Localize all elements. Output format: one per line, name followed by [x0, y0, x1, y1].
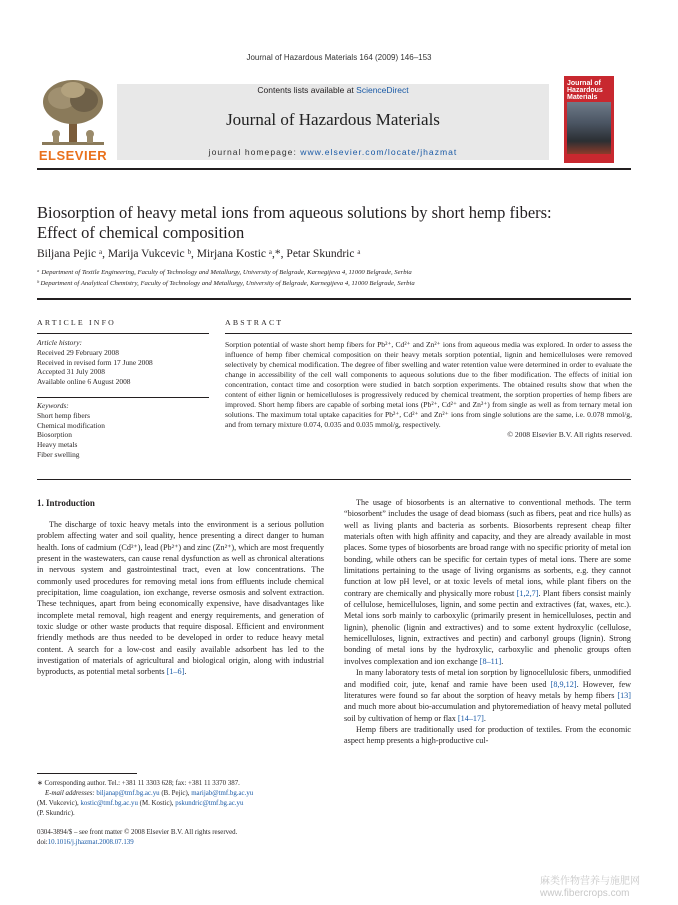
history-received: Received 29 February 2008: [37, 347, 119, 357]
left-column: [37, 519, 324, 678]
keywords-block: [37, 401, 105, 460]
email-link[interactable]: kostic@tmf.bg.ac.yu: [80, 800, 138, 807]
email-owner: (M. Vukcevic),: [37, 800, 81, 807]
email-owner: (M. Kostic),: [137, 800, 176, 807]
homepage-prefix: journal homepage:: [208, 147, 301, 157]
watermark-line-1: 麻类作物营养与施肥网: [540, 876, 640, 887]
history-revised: Received in revised form 17 June 2008: [37, 357, 153, 367]
abstract-rule: [225, 333, 632, 334]
intro-paragraph-4: Hemp fibers are traditionally used for production of textiles. From the economic aspect hemp presents a high-productive cul-: [344, 724, 631, 746]
citation-link[interactable]: [8–11]: [479, 656, 502, 666]
keyword: Chemical modification: [37, 420, 105, 430]
keywords-label: Keywords:: [37, 401, 69, 410]
contents-prefix: Contents lists available at: [257, 85, 357, 95]
abstract-copyright: © 2008 Elsevier B.V. All rights reserved.: [507, 430, 632, 440]
paragraph-text: . However, few literatures were found so far about the sorption of heavy metals by hemp fibers: [344, 679, 631, 700]
paragraph-text: and much more about bio-accumulation and phytoremediation of heavy metal polluted soil by cultivation of hemp or flax: [344, 702, 631, 723]
history-accepted: Accepted 31 July 2008: [37, 367, 105, 377]
intro-paragraph-1: [37, 519, 324, 678]
journal-title: Journal of Hazardous Materials: [226, 110, 440, 129]
paragraph-text: In many laboratory tests of metal ion sorption by lignocellulosic fibers, unmodified and modified coir, jute, kenaf and ramie have been used: [344, 668, 631, 689]
paragraph-end: .: [483, 713, 486, 723]
issn-line: 0304-3894/$ – see front matter © 2008 Elsevier B.V. All rights reserved.: [37, 829, 238, 836]
intro-paragraph-2: [344, 497, 631, 667]
title-line-1: Biosorption of heavy metal ions from aqueous solutions by short hemp fibers:: [37, 203, 552, 222]
journal-cover-thumbnail: [564, 76, 614, 163]
keywords-rule: [37, 397, 209, 398]
citation-link[interactable]: [1,2,7]: [516, 588, 539, 598]
email-link[interactable]: biljanap@tmf.bg.ac.yu: [96, 790, 160, 797]
citation-link[interactable]: [13]: [617, 690, 631, 700]
homepage-link[interactable]: www.elsevier.com/locate/jhazmat: [300, 147, 458, 157]
email-line-1: [45, 789, 253, 798]
history-online: Available online 6 August 2008: [37, 377, 131, 387]
paragraph-end: .: [184, 667, 187, 677]
cover-title: Journal of Hazardous Materials: [567, 80, 603, 101]
keyword: Fiber swelling: [37, 449, 80, 459]
paragraph-text: . Plant fibers consist mainly of cellulose, hemicelluloses, lignin, and some pectin and extractives (fat, waxes, etc.). Metal ions sorb mainly to carboxylic (primarily present in hemicelluloses, pectin and lignin), phenolic (lignin and extractives) and to some extent hydroxylic (cellulose, hemicelluloses, lignin, extractives and pectin) and carbonyl groups (lignin). Strong bonding of metal ions by the hydroxylic, carboxylic and phenolic groups often involves complexation and ion exchange: [344, 588, 631, 666]
doi-prefix: doi:: [37, 839, 48, 847]
section-rule: [37, 298, 631, 300]
history-label: Article history:: [37, 338, 82, 347]
footnote-rule: [37, 773, 137, 774]
keyword: Heavy metals: [37, 440, 78, 450]
keyword: Biosorption: [37, 430, 72, 440]
intro-paragraph-3: [344, 667, 631, 724]
introduction-heading: 1. Introduction: [37, 498, 95, 508]
citation-link[interactable]: [14–17]: [457, 713, 484, 723]
elsevier-tree-logo: [38, 78, 108, 150]
abstract-bottom-rule: [37, 479, 631, 480]
site-watermark: [540, 876, 640, 900]
article-info-heading: ARTICLE INFO: [37, 318, 116, 327]
front-matter: [37, 828, 237, 849]
citation-link[interactable]: [1–6]: [166, 667, 185, 677]
affiliation-a: ᵃ Department of Textile Engineering, Faculty of Technology and Metallurgy, University of Belgrade, Karnegijeva 4, 11000 Belgrade, Serbia: [37, 269, 412, 276]
paragraph-end: .: [501, 656, 504, 666]
email-label: E-mail addresses:: [45, 790, 97, 797]
contents-available-line: [117, 85, 549, 95]
keyword: Short hemp fibers: [37, 410, 90, 420]
journal-homepage-line: [117, 147, 549, 157]
article-history: [37, 338, 153, 387]
email-owner: (B. Pejic),: [159, 790, 192, 797]
sciencedirect-link[interactable]: ScienceDirect: [356, 85, 409, 95]
publisher-logotype: ELSEVIER: [38, 148, 108, 163]
email-line-3: (P. Skundric).: [37, 810, 75, 817]
right-column: [344, 497, 631, 747]
article-info-rule: [37, 333, 209, 334]
author-list: Biljana Pejic ᵃ, Marija Vukcevic ᵇ, Mirjana Kostic ᵃ,*, Petar Skundric ᵃ: [37, 248, 361, 260]
abstract-heading: ABSTRACT: [225, 318, 284, 327]
citation-link[interactable]: [8,9,12]: [550, 679, 577, 689]
paragraph-text: The usage of biosorbents is an alternative to conventional methods. The term “biosorbent” includes the usage of dead biomass (such as fibers, peat and rice hulls) as well as living plants and bacteria as sorbents. Biosorbents represent cheap filter materials often with high affinity and capacity, and they are already available in most places. Some types of biosorbents are broad range with no specific priority of metal ion bonding, while others can be specific for certain types of metal ions. There are some limitations pertaining to the usage of living organisms as sorbents, e.g. they cannot function at low pH level, or at toxic levels of metal ions, while plant fibers on the contrary are chemically and physically more robust: [344, 498, 631, 598]
watermark-line-2: www.fibercrops.com: [540, 888, 630, 899]
corresponding-author-note: ∗ Corresponding author. Tel.: +381 11 3303 628; fax: +381 11 3370 387.: [37, 780, 240, 787]
email-line-2: [37, 799, 243, 808]
journal-reference: Journal of Hazardous Materials 164 (2009) 146–153: [246, 53, 432, 62]
email-link[interactable]: pskundric@tmf.bg.ac.yu: [175, 800, 244, 807]
header-rule: [37, 168, 631, 170]
doi-link[interactable]: 10.1016/j.jhazmat.2008.07.139: [47, 839, 134, 847]
paper-title: [37, 203, 637, 243]
title-line-2: Effect of chemical composition: [37, 223, 245, 242]
cover-image: [567, 102, 611, 154]
affiliation-b: ᵇ Department of Analytical Chemistry, Faculty of Technology and Metallurgy, University of Belgrade, Karnegijeva 4, 11000 Belgrade, Serbia: [37, 280, 415, 287]
doi-line: [37, 838, 237, 848]
email-link[interactable]: marijab@tmf.bg.ac.yu: [191, 790, 254, 797]
abstract-text: Sorption potential of waste short hemp fibers for Pb²⁺, Cd²⁺ and Zn²⁺ ions from aqueous media was explored. In order to assess the influence of hemp fiber chemical composition on their heavy metals sorption potential, lignin and hemicelluloses were removed selectively by chemical modification. The degree of fiber swelling and water retention value were determined in order to evaluate the change in accessibility of the cell wall components to aqueous solutions due to the fiber modification. The effects of initial ion concentration, contact time and cosorption were studied in batch sorption experiments. The obtained results show that when the content of either lignin or hemicelluloses is progressively reduced by chemical treatment, the sorption properties of hemp fibers are improved. Short hemp fibers are capable of sorbing metal ions (Pb²⁺, Cd²⁺ and Zn²⁺) from single as well as from ternary metal ion solutions. The maximum total uptake capacities for Pb²⁺, Cd²⁺ and Zn²⁺ ions from single solutions are the same, i.e. 0.078 mmol/g, and from ternary mixture 0.074, 0.035 and 0.035 mmol/g, respectively.: [225, 340, 632, 430]
abstract-body: [225, 340, 632, 440]
paragraph-text: The discharge of toxic heavy metals into the environment is a serious pollution problem affecting water and soil quality, hence presenting a direct danger to human health. Ions of cadmium (Cd²⁺), lead (Pb²⁺) and zinc (Zn²⁺), which are most frequently present in the wastewaters, can cause renal dysfunction as well as chronical alterations in nervous system and gastrointestinal tract, even at low concentrations. The commonly used procedures for removing metal ions from effluents include chemical precipitation, lime coagulation, ion exchange, reverse osmosis and solvent extraction. These techniques, apart from being economically expensive, have disadvantages like incomplete metal removal, high reagent and energy requirements, and generation of toxic sludge or other waste products that require disposal. Efficient and environment friendly methods are thus needed to be developed in order to reduce heavy metal content. A search for a low-cost and easily available adsorbent has led to the investigation of materials of agricultural and biological origin, along with industrial byproducts, as potential metal sorbents: [37, 520, 324, 677]
